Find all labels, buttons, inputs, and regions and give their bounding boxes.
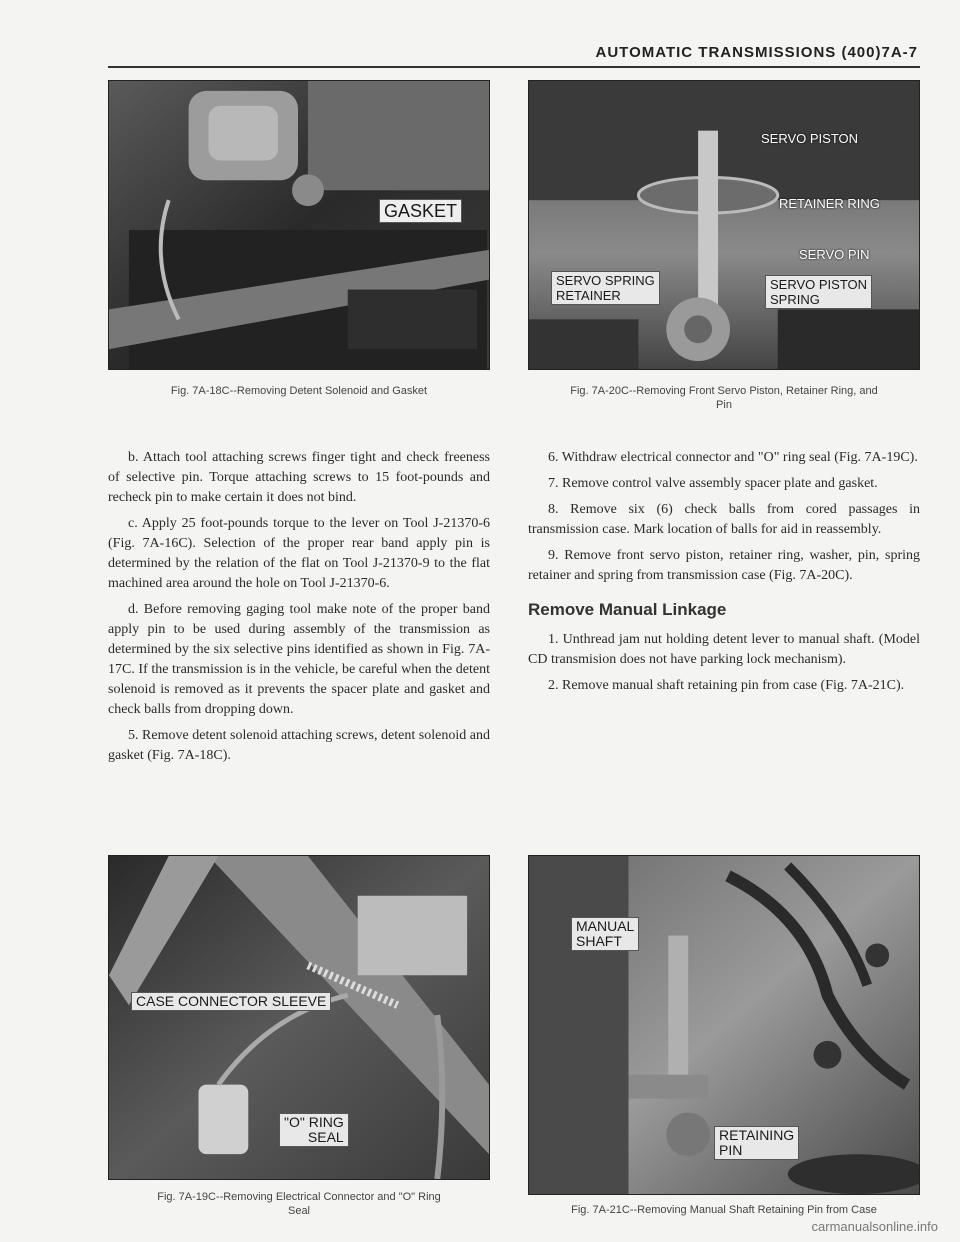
- step-6-paragraph: 6. Withdraw electrical connector and "O" ring seal (Fig. 7A-19C).: [548, 450, 918, 465]
- figure-19c-caption: [108, 1190, 490, 1218]
- running-head: AUTOMATIC TRANSMISSIONS (400)7A-7: [595, 44, 918, 61]
- step-8-paragraph: 8. Remove six (6) check balls from cored passages in transmission case. Mark location of balls for aid in reassembly.: [528, 502, 920, 537]
- retaining-pin-line2: PIN: [719, 1142, 743, 1158]
- right-column: [528, 448, 920, 702]
- step-c-paragraph: c. Apply 25 foot-pounds torque to the lever on Tool J-21370-6 (Fig. 7A-16C). Selection of the proper rear band apply pin is determined by the relation of the flat on Tool J-21370-9 to the flat machined area around the hole on Tool J-21370-6.: [108, 516, 490, 591]
- figure-20c-caption: [528, 384, 920, 412]
- step-9-paragraph: 9. Remove front servo piston, retainer ring, washer, pin, spring retainer and spring from transmission case (Fig. 7A-20C).: [528, 548, 920, 583]
- figure-20c-caption-line2: Pin: [716, 399, 732, 411]
- servo-spring-retainer-line2: RETAINER: [556, 288, 621, 303]
- o-ring-seal-line1: "O" RING: [284, 1114, 344, 1130]
- step-b-paragraph: b. Attach tool attaching screws finger tight and check freeness of selective pin. Torque attaching screws to 15 foot-pounds and recheck pin to make certain it does not bind.: [108, 450, 490, 505]
- o-ring-seal-label: [279, 1113, 349, 1147]
- servo-spring-retainer-line1: SERVO SPRING: [556, 273, 655, 288]
- watermark: carmanualsonline.info: [811, 1219, 938, 1234]
- figure-19c-photo: [108, 855, 490, 1180]
- servo-piston-spring-label: [765, 275, 872, 309]
- retaining-pin-line1: RETAINING: [719, 1127, 795, 1143]
- figure-21c-photo: [528, 855, 920, 1195]
- o-ring-seal-line2: SEAL: [307, 1129, 344, 1145]
- servo-pin-label: SERVO PIN: [799, 247, 870, 262]
- figure-21c-caption: Fig. 7A-21C--Removing Manual Shaft Retaining Pin from Case: [571, 1204, 877, 1216]
- figure-19c-caption-line2: Seal: [287, 1205, 311, 1217]
- section-heading: Remove Manual Linkage: [528, 600, 727, 619]
- step-5-paragraph: 5. Remove detent solenoid attaching screws, detent solenoid and gasket (Fig. 7A-18C).: [108, 728, 490, 763]
- servo-piston-spring-line1: SERVO PISTON: [770, 277, 868, 292]
- case-connector-sleeve-label: CASE CONNECTOR SLEEVE: [131, 992, 331, 1011]
- gasket-label: GASKET: [379, 199, 462, 223]
- left-column: [108, 448, 490, 772]
- manual-shaft-line1: MANUAL: [576, 918, 635, 934]
- servo-piston-label: SERVO PISTON: [761, 131, 859, 146]
- manual-shaft-label: [571, 917, 639, 951]
- servo-piston-spring-line2: SPRING: [770, 292, 820, 307]
- retaining-pin-label: [714, 1126, 799, 1160]
- figure-20c-photo: [528, 80, 920, 370]
- step-d-paragraph: d. Before removing gaging tool make note of the proper band apply pin to be used during assembly of the transmission as determined by the six selective pins identified as shown in Fig. 7A-17C. If the transmission is in the vehicle, be careful when the detent solenoid is removed as it prevents the spacer plate and gasket and check balls from dropping down.: [108, 602, 490, 717]
- retainer-ring-label: RETAINER RING: [779, 196, 880, 211]
- linkage-step-1-paragraph: 1. Unthread jam nut holding detent lever to manual shaft. (Model CD transmision does not have parking lock mechanism).: [528, 632, 920, 667]
- manual-shaft-line2: SHAFT: [576, 933, 622, 949]
- step-7-paragraph: 7. Remove control valve assembly spacer plate and gasket.: [548, 476, 878, 491]
- figure-20c-caption-line1: Fig. 7A-20C--Removing Front Servo Piston, Retainer Ring, and: [570, 385, 878, 397]
- figure-18c-photo: [108, 80, 490, 370]
- figure-18c-caption: Fig. 7A-18C--Removing Detent Solenoid and Gasket: [170, 385, 428, 397]
- servo-spring-retainer-label: [551, 271, 660, 305]
- linkage-step-2-paragraph: 2. Remove manual shaft retaining pin from case (Fig. 7A-21C).: [548, 678, 905, 693]
- figure-19c-caption-line1: Fig. 7A-19C--Removing Electrical Connector and "O" Ring: [157, 1191, 441, 1203]
- header-rule: [108, 66, 920, 68]
